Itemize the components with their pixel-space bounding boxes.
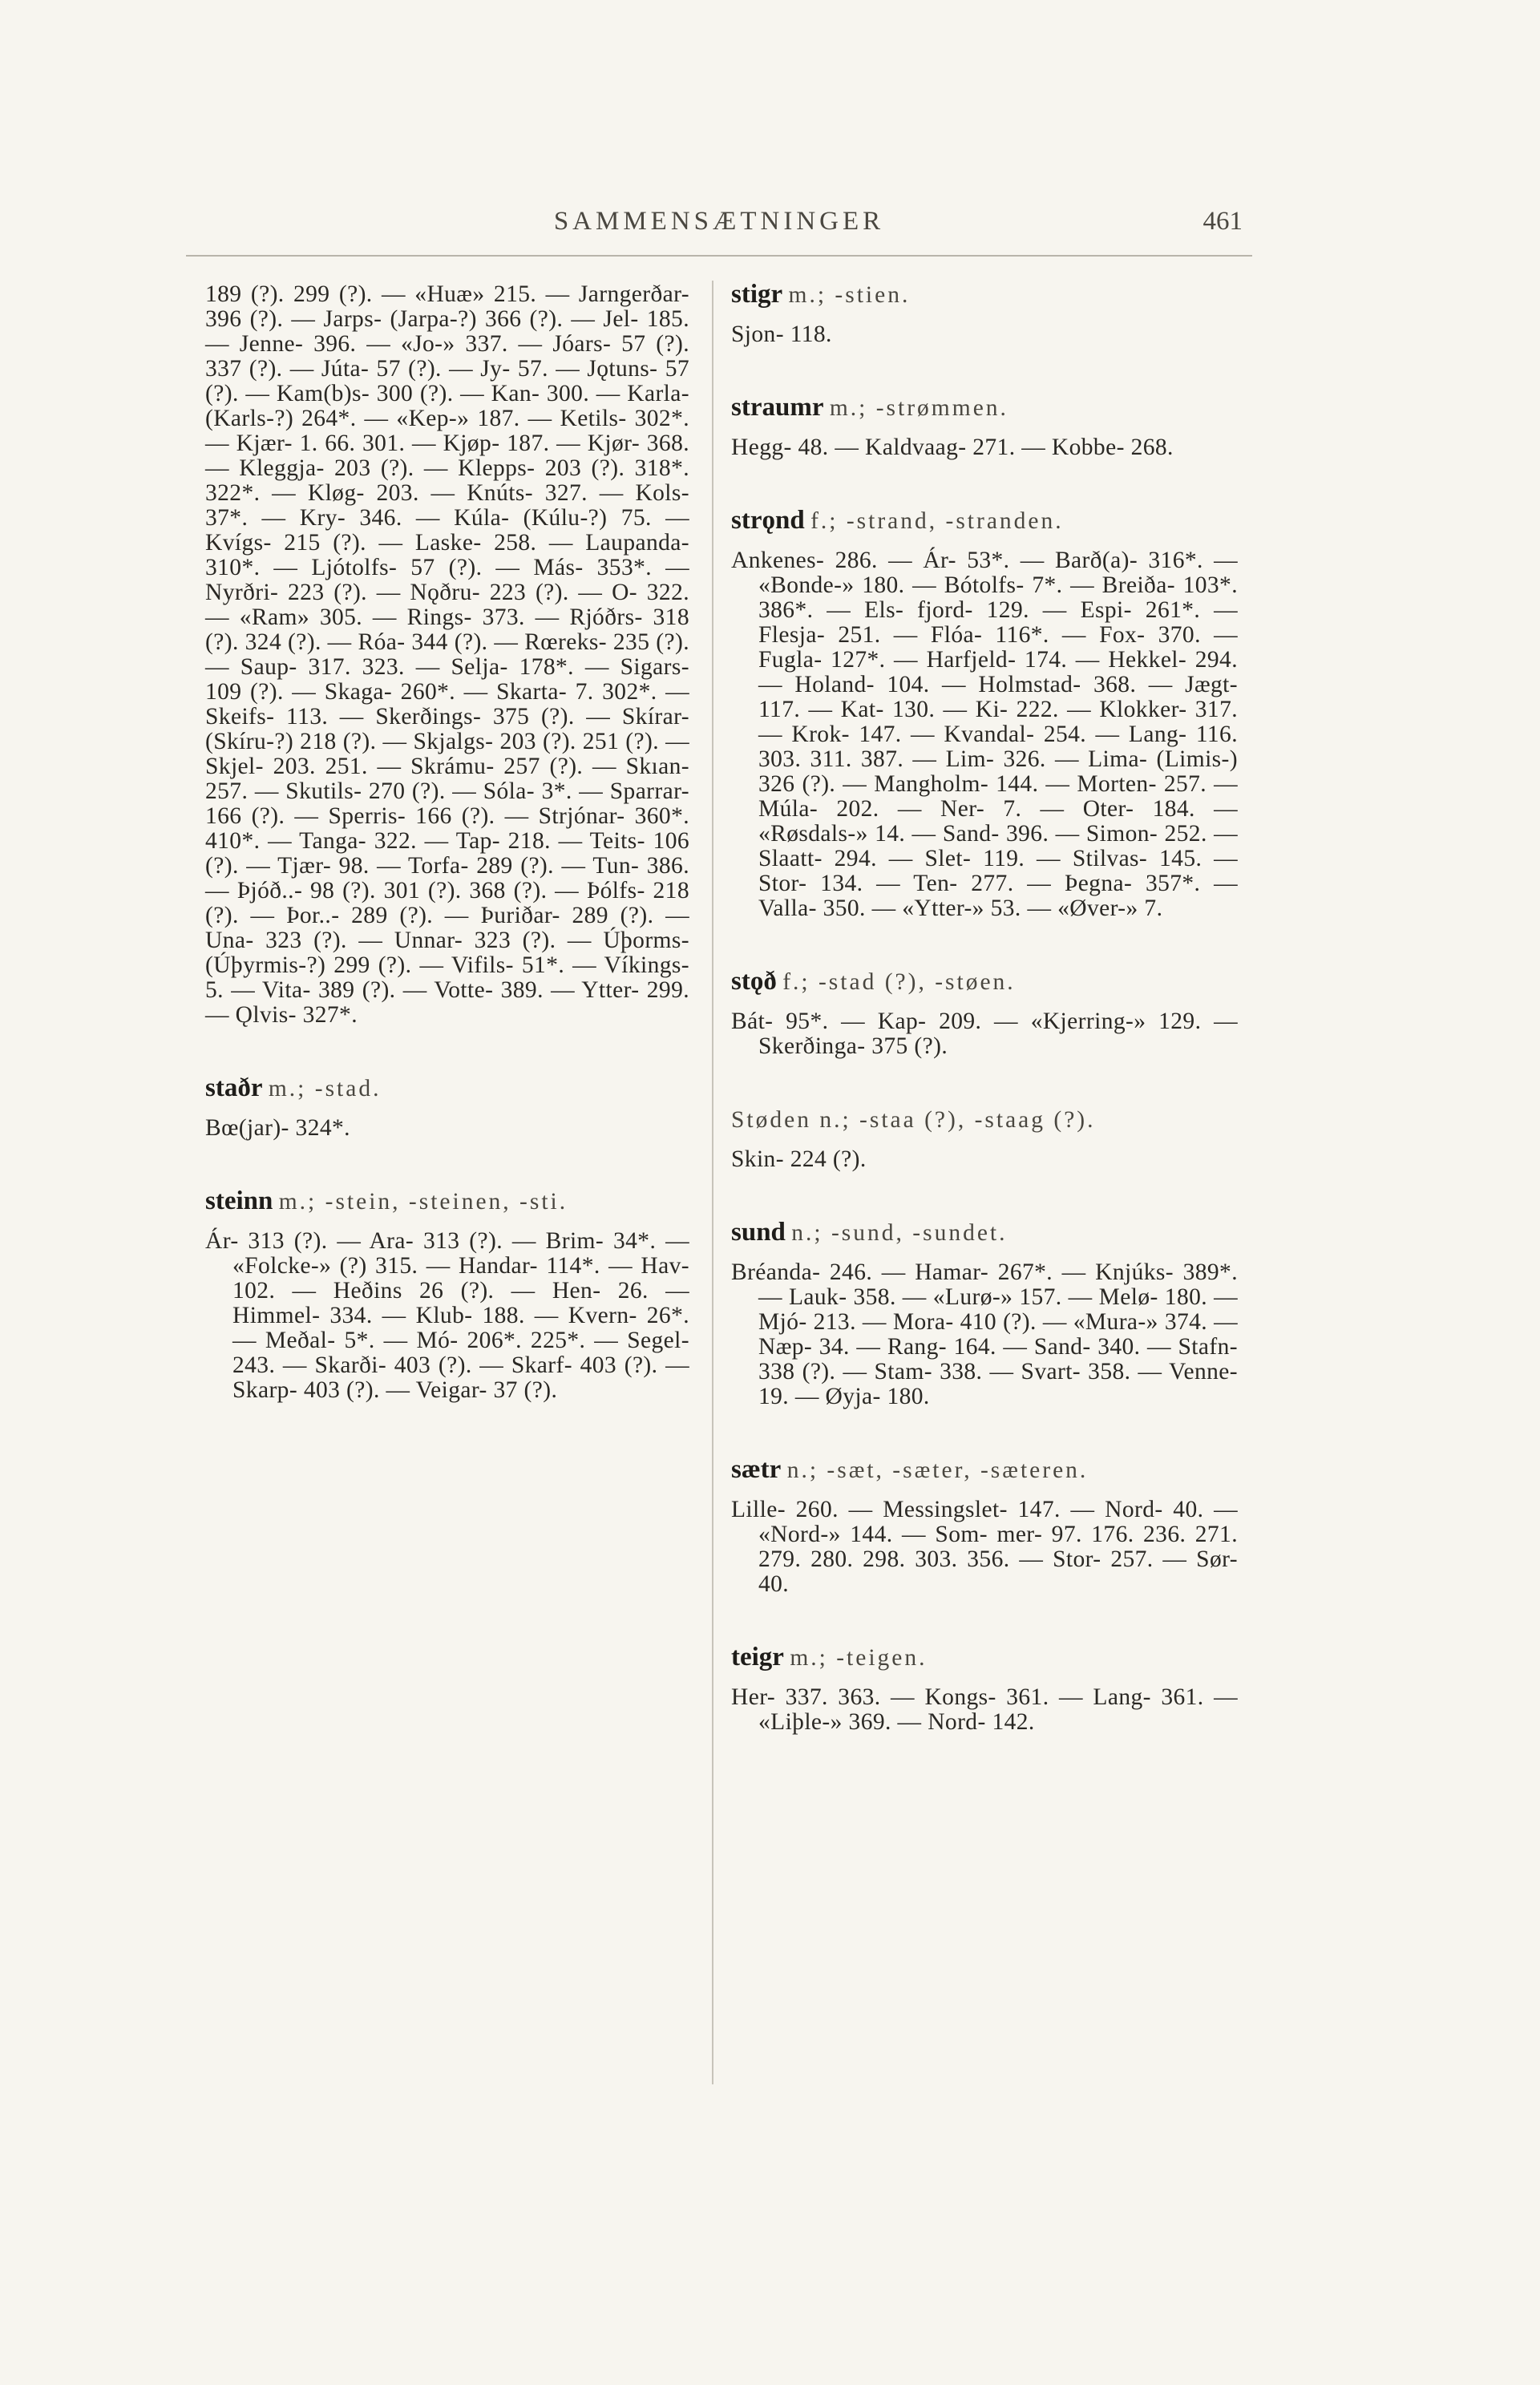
page-header	[186, 207, 1252, 257]
dictionary-entry	[731, 1457, 1238, 1597]
headword: teigr	[731, 1643, 784, 1672]
grammar-note: n.; -sæt, -sæter, -sæteren.	[786, 1457, 1089, 1483]
headword: strǫnd	[731, 506, 805, 535]
entry-body: Bát- 95*. — Kap- 209. — «Kjerring-» 129. — Skerðinga- 375 (?).	[731, 1009, 1238, 1059]
entry-body: 189 (?). 299 (?). — «Huæ» 215. — Jarngerðar- 396 (?). — Jarps- (Jarpa-?) 366 (?). — Jel- 185. — Jenne- 396. — «Jo-» 337. — Jóars- 57 (?). 337 (?). — Júta- 57 (?). — Jy- 57. — Jǫtuns- 57 (?). — Kam(b)s- 300 (?). — Kan- 300. — Karla- (Karls-?) 264*. — «Kep-» 187. — Ketils- 302*. — Kjær- 1. 66. 301. — Kjøp- 187. — Kjør- 368. — Kleggja- 203 (?). — Klepps- 203 (?). 318*. 322*. — Kløg- 203. — Knúts- 327. — Kols- 37*. — Kry- 346. — Kúla- (Kúlu-?) 75. — Kvígs- 215 (?). — Laske- 258. — Laupanda- 310*. — Ljótolfs- 57 (?). — Más- 353*. — Nyrðri- 223 (?). — Nǫðru- 223 (?). — O- 322. — «Ram» 305. — Rings- 373. — Rjóðrs- 318 (?). 324 (?). — Róa- 344 (?). — Rœreks- 235 (?). — Saup- 317. 323. — Selja- 178*. — Sigars- 109 (?). — Skaga- 260*. — Skarta- 7. 302*. — Skeifs- 113. — Skerðings- 375 (?). — Skírar- (Skíru-?) 218 (?). — Skjalgs- 203 (?). 251 (?). — Skjel- 203. 251. — Skrámu- 257 (?). — Skıan- 257. — Skutils- 270 (?). — Sóla- 3*. — Sparrar- 166 (?). — Sperris- 166 (?). — Strjónar- 360*. 410*. — Tanga- 322. — Tap- 218. — Teits- 106 (?). — Tjær- 98. — Torfa- 289 (?). — Tun- 386. — Þjóð..- 98 (?). 301 (?). 368 (?). — Þólfs- 218 (?). — Þor..- 289 (?). — Þuriðar- 289 (?). — Una- 323 (?). — Unnar- 323 (?). — Úþorms- (Úþyrmis-?) 299 (?). — Vifils- 51*. — Víkings- 5. — Vita- 389 (?). — Votte- 389. — Ytter- 299. — Ǫlvis- 327*.	[205, 281, 689, 1028]
entry-head	[731, 508, 1238, 534]
grammar-note: f.; -stad (?), -støen.	[782, 969, 1016, 995]
entry-body: Ankenes- 286. — Ár- 53*. — Barð(a)- 316*. — «Bonde-» 180. — Bótolfs- 7*. — Breiða- 103*. 386*. — Els- fjord- 129. — Espi- 261*. — Flesja- 251. — Flóa- 116*. — Fox- 370. — Fugla- 127*. — Harfjeld- 174. — Hekkel- 294. — Holand- 104. — Holmstad- 368. — Jægt- 117. — Kat- 130. — Ki- 222. — Klokker- 317. — Krok- 147. — Kvandal- 254. — Lang- 116. 303. 311. 387. — Lim- 326. — Lima- (Limis-) 326 (?). — Mangholm- 144. — Morten- 257. — Múla- 202. — Ner- 7. — Oter- 184. — «Røsdals-» 14. — Sand- 396. — Simon- 252. — Slaatt- 294. — Slet- 119. — Stilvas- 145. — Stor- 134. — Ten- 277. — Þegna- 357*. — Valla- 350. — «Ytter-» 53. — «Øver-» 7.	[731, 548, 1238, 921]
entry-body: Bréanda- 246. — Hamar- 267*. — Knjúks- 389*. — Lauk- 358. — «Lurø-» 157. — Melø- 180. — Mjó- 213. — Mora- 410 (?). — «Mura-» 374. — Næp- 34. — Rang- 164. — Sand- 340. — Stafn- 338 (?). — Stam- 338. — Svart- 358. — Venne- 19. — Øyja- 180.	[731, 1259, 1238, 1409]
entry-body: Skin- 224 (?).	[731, 1146, 867, 1172]
dictionary-entry	[731, 969, 1238, 1059]
dictionary-entry	[205, 282, 689, 1028]
dictionary-entry	[731, 1220, 1238, 1409]
grammar-note: n.; -sund, -sundet.	[791, 1220, 1008, 1246]
headword: steinn	[205, 1186, 273, 1215]
dictionary-entry	[731, 508, 1238, 921]
grammar-note: m.; -stein, -steinen, -sti.	[278, 1189, 568, 1215]
entry-body: Hegg- 48. — Kaldvaag- 271. — Kobbe- 268.	[731, 435, 1174, 460]
entry-head	[731, 1645, 1238, 1671]
entry-head	[205, 1186, 689, 1215]
dictionary-entry	[731, 1645, 1238, 1735]
grammar-note: m.; -strømmen.	[829, 395, 1008, 421]
entry-body: Her- 337. 363. — Kongs- 361. — Lang- 361. — «Liþle-» 369. — Nord- 142.	[731, 1684, 1238, 1735]
headword: stǫð	[731, 967, 777, 996]
dictionary-entry	[205, 1186, 689, 1403]
headword: straumr	[731, 393, 824, 422]
headword: sætr	[731, 1455, 782, 1484]
dictionary-entry	[731, 1107, 1238, 1172]
grammar-note: m.; -teigen.	[790, 1645, 928, 1671]
entry-head	[731, 969, 1238, 995]
grammar-note: m.; -stien.	[788, 282, 911, 308]
headword: stigr	[731, 280, 783, 309]
entry-head	[731, 1457, 1238, 1483]
column-divider	[712, 281, 713, 2084]
page-number: 461	[1202, 207, 1243, 236]
entry-body: Sjon- 118.	[731, 321, 832, 347]
headword: staðr	[205, 1073, 263, 1102]
headword: sund	[731, 1218, 786, 1247]
right-column	[731, 282, 1238, 1735]
entry-head	[731, 1107, 1238, 1133]
entry-head	[731, 282, 1238, 308]
running-head: SAMMENSÆTNINGER	[553, 207, 885, 236]
dictionary-entry	[731, 282, 1238, 347]
grammar-note: f.; -strand, -stranden.	[810, 508, 1064, 534]
entry-body: Lille- 260. — Messingslet- 147. — Nord- 40. — «Nord-» 144. — Som- mer- 97. 176. 236. 271. 279. 280. 298. 303. 356. — Stor- 257. — Sør- 40.	[731, 1497, 1238, 1597]
entry-head	[205, 1073, 689, 1102]
entry-body: Bœ(jar)- 324*.	[205, 1115, 350, 1141]
grammar-note: Støden n.; -staa (?), -staag (?).	[731, 1107, 1096, 1133]
entry-head	[731, 395, 1238, 421]
left-column	[205, 282, 689, 1403]
grammar-note: m.; -stad.	[268, 1076, 382, 1102]
entry-body: Ár- 313 (?). — Ara- 313 (?). — Brim- 34*. — «Folcke-» (?) 315. — Handar- 114*. — Hav- 102. — Heðins 26 (?). — Hen- 26. — Himmel- 334. — Klub- 188. — Kvern- 26*. — Meðal- 5*. — Mó- 206*. 225*. — Segel- 243. — Skarði- 403 (?). — Skarf- 403 (?). — Skarp- 403 (?). — Veigar- 37 (?).	[205, 1228, 689, 1403]
entry-head	[731, 1220, 1238, 1246]
dictionary-entry	[731, 395, 1238, 460]
dictionary-entry	[205, 1073, 689, 1141]
